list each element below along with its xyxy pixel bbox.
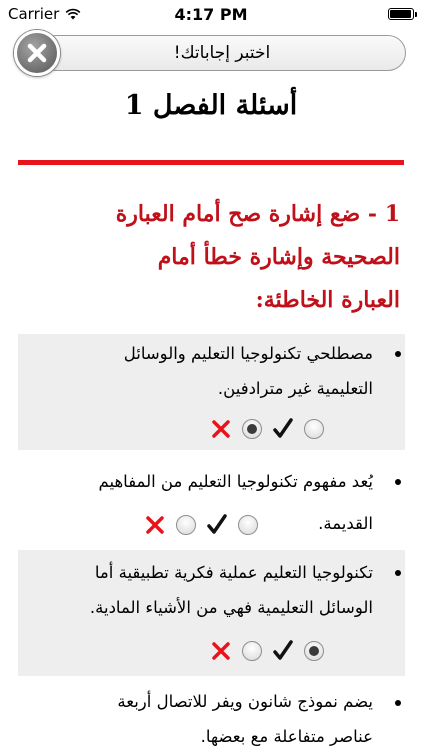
statement-line: يُعد مفهوم تكنولوجيا التعليم من المفاهيم <box>98 472 373 491</box>
chapter-title: أسئلة الفصل 1 <box>124 90 298 121</box>
answer-options <box>208 638 324 664</box>
statement-text <box>22 464 373 499</box>
header-title: اختبر إجاباتك! <box>38 35 406 71</box>
statement-line: الوسائل التعليمية فهي من الأشياء المادية. <box>89 598 373 617</box>
false-radio[interactable] <box>242 641 262 661</box>
statement-item <box>18 462 405 542</box>
statement-line: القديمة. <box>318 514 373 533</box>
close-x-icon <box>26 42 48 64</box>
statement-text-tail <box>273 506 373 541</box>
close-button[interactable] <box>14 30 60 76</box>
carrier-label: Carrier <box>8 5 60 23</box>
checkmark-icon <box>270 416 296 442</box>
x-mark-icon <box>142 512 168 538</box>
answer-options <box>208 416 324 442</box>
true-radio[interactable] <box>304 641 324 661</box>
question-heading <box>20 193 400 322</box>
header-bar <box>14 30 406 76</box>
statement-line: يضم نموذج شانون ويفر للاتصال أربعة <box>117 692 373 711</box>
statement-text <box>22 336 373 406</box>
battery-icon <box>388 8 414 20</box>
status-bar <box>0 0 422 28</box>
checkmark-icon <box>270 638 296 664</box>
statement-line: عناصر متفاعلة مع بعضها. <box>200 727 373 746</box>
battery-fill <box>390 10 411 18</box>
statement-text <box>22 684 373 750</box>
status-left <box>8 5 81 23</box>
x-mark-icon <box>208 638 234 664</box>
checkmark-icon <box>204 512 230 538</box>
bullet <box>395 479 401 485</box>
x-mark-icon <box>208 416 234 442</box>
question-line: الصحيحة وإشارة خطأ أمام <box>157 244 400 270</box>
true-radio[interactable] <box>304 419 324 439</box>
bullet <box>395 570 401 576</box>
question-line: 1 - ضع إشارة صح أمام العبارة <box>115 201 400 227</box>
question-line: العبارة الخاطئة: <box>255 287 400 313</box>
statement-item <box>18 550 405 676</box>
statement-line: تكنولوجيا التعليم عملية فكرية تطبيقية أما <box>94 563 373 582</box>
answer-options <box>142 512 258 538</box>
false-radio[interactable] <box>176 515 196 535</box>
statement-line: مصطلحي تكنولوجيا التعليم والوسائل <box>123 344 373 363</box>
false-radio[interactable] <box>242 419 262 439</box>
statement-line: التعليمية غير مترادفين. <box>217 379 373 398</box>
true-radio[interactable] <box>238 515 258 535</box>
statement-text <box>22 555 373 625</box>
title-divider <box>18 160 404 165</box>
bullet <box>395 700 401 706</box>
wifi-icon <box>65 8 81 20</box>
statement-item <box>18 682 405 750</box>
status-time: 4:17 PM <box>174 4 248 24</box>
bullet <box>395 351 401 357</box>
statement-item <box>18 334 405 450</box>
